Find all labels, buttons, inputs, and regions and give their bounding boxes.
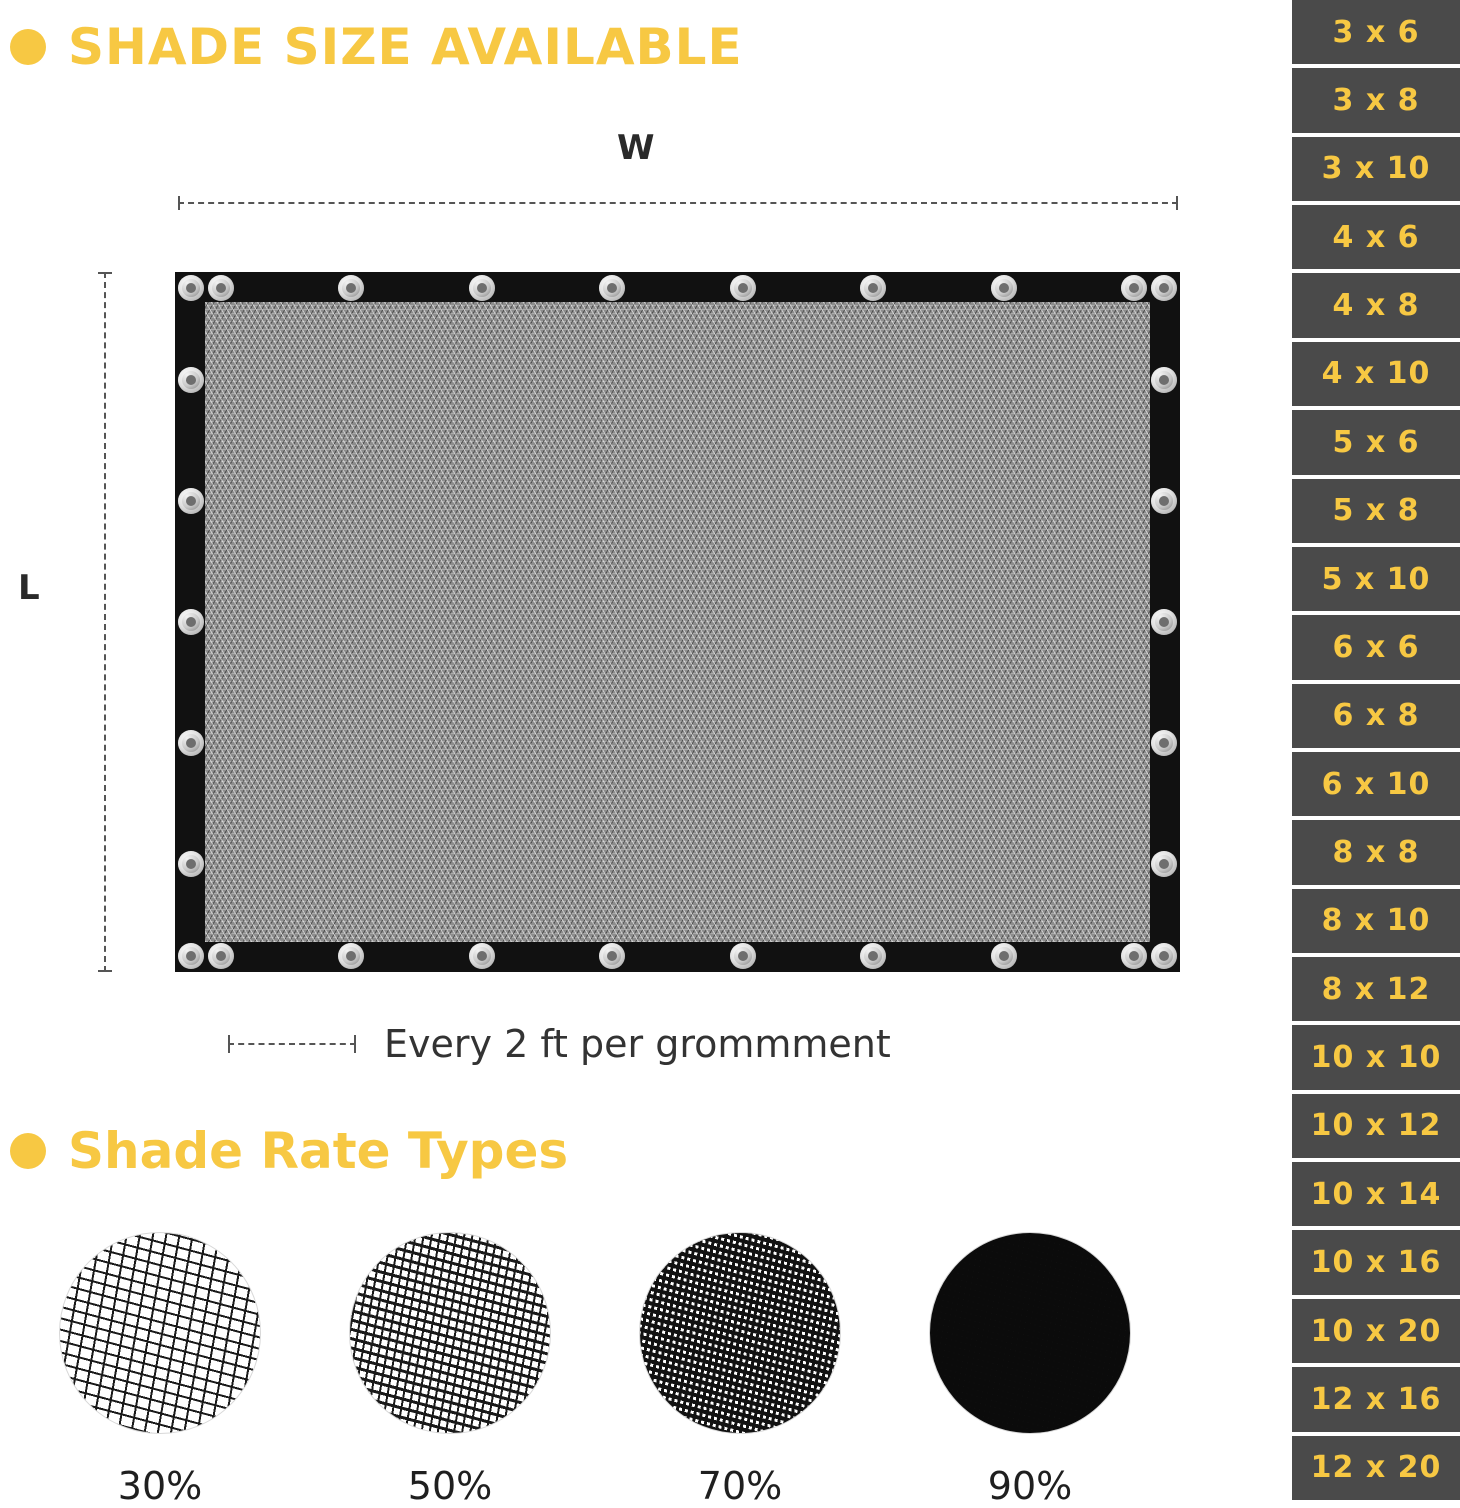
grommet-bottom [1121,943,1147,969]
length-dimension-label: L [18,568,40,608]
shade-rate-swatch [639,1232,841,1434]
grommet-spacing-note [228,1022,891,1066]
grommet-right [1151,609,1177,635]
size-chip[interactable]: 5 x 10 [1292,547,1460,611]
length-dimension-line [98,272,112,972]
grommet-left [178,488,204,514]
bullet-dot-icon [10,29,46,65]
size-chip[interactable]: 5 x 6 [1292,410,1460,474]
grommet-top [208,275,234,301]
size-chip[interactable]: 8 x 10 [1292,889,1460,953]
size-chip[interactable]: 5 x 8 [1292,479,1460,543]
grommet-top [338,275,364,301]
size-chip[interactable]: 3 x 10 [1292,137,1460,201]
size-chip[interactable]: 3 x 8 [1292,68,1460,132]
size-chip[interactable]: 8 x 12 [1292,957,1460,1021]
size-chip[interactable]: 10 x 16 [1292,1230,1460,1294]
shade-rate-label: 70% [697,1464,783,1508]
shade-rate-label: 30% [117,1464,203,1508]
grommet-corner [178,275,204,301]
grommet-bottom [599,943,625,969]
shade-size-heading-text: SHADE SIZE AVAILABLE [68,18,743,76]
grommet-top [599,275,625,301]
size-chip[interactable]: 4 x 8 [1292,273,1460,337]
width-dimension-label: W [617,128,655,168]
grommet-top [469,275,495,301]
width-cap-left [178,196,180,210]
spacing-cap-right [354,1035,356,1053]
shade-size-heading [10,18,743,76]
size-chip[interactable]: 10 x 14 [1292,1162,1460,1226]
panel-mesh-fabric [205,302,1150,942]
grommet-corner [178,943,204,969]
grommet-left [178,609,204,635]
grommet-bottom [208,943,234,969]
grommet-right [1151,367,1177,393]
shade-rate-swatch [349,1232,551,1434]
bullet-dot-icon-2 [10,1133,46,1169]
size-list [1292,0,1460,1500]
shade-rate-list [60,1232,1130,1508]
grommet-left [178,851,204,877]
grommet-bottom [730,943,756,969]
grommet-top [730,275,756,301]
grommet-spacing-line [228,1035,356,1053]
shade-rate-label: 50% [407,1464,493,1508]
width-cap-right [1176,196,1178,210]
grommet-bottom [469,943,495,969]
size-chip[interactable]: 4 x 6 [1292,205,1460,269]
size-chip[interactable]: 8 x 8 [1292,820,1460,884]
shade-rate-item [60,1232,260,1508]
grommet-top [860,275,886,301]
size-chip[interactable]: 10 x 20 [1292,1299,1460,1363]
grommet-bottom [991,943,1017,969]
size-chip[interactable]: 10 x 10 [1292,1025,1460,1089]
width-dash [178,202,1178,204]
grommet-right [1151,488,1177,514]
shade-rate-heading [10,1122,568,1180]
length-dash [104,272,106,972]
grommet-top [991,275,1017,301]
grommet-left [178,730,204,756]
spacing-dash [228,1043,356,1045]
size-chip[interactable]: 4 x 10 [1292,342,1460,406]
grommet-left [178,367,204,393]
shade-rate-item [350,1232,550,1508]
length-cap-bottom [98,970,112,972]
width-dimension-line [178,196,1178,210]
size-chip[interactable]: 6 x 8 [1292,684,1460,748]
grommet-top [1121,275,1147,301]
size-chip[interactable]: 10 x 12 [1292,1094,1460,1158]
grommet-bottom [338,943,364,969]
size-chip[interactable]: 12 x 16 [1292,1367,1460,1431]
grommet-spacing-text: Every 2 ft per grommment [384,1022,891,1066]
shade-rate-label: 90% [987,1464,1073,1508]
shade-panel-diagram [175,272,1180,972]
grommet-bottom [860,943,886,969]
spacing-cap-left [228,1035,230,1053]
shade-rate-swatch [929,1232,1131,1434]
grommet-right [1151,851,1177,877]
length-cap-top [98,272,112,274]
size-chip[interactable]: 12 x 20 [1292,1436,1460,1500]
grommet-corner [1151,943,1177,969]
shade-rate-item [930,1232,1130,1508]
size-chip[interactable]: 6 x 10 [1292,752,1460,816]
grommet-corner [1151,275,1177,301]
shade-rate-item [640,1232,840,1508]
grommet-right [1151,730,1177,756]
size-chip[interactable]: 6 x 6 [1292,615,1460,679]
shade-rate-swatch [59,1232,261,1434]
size-chip[interactable]: 3 x 6 [1292,0,1460,64]
shade-rate-heading-text: Shade Rate Types [68,1122,569,1180]
